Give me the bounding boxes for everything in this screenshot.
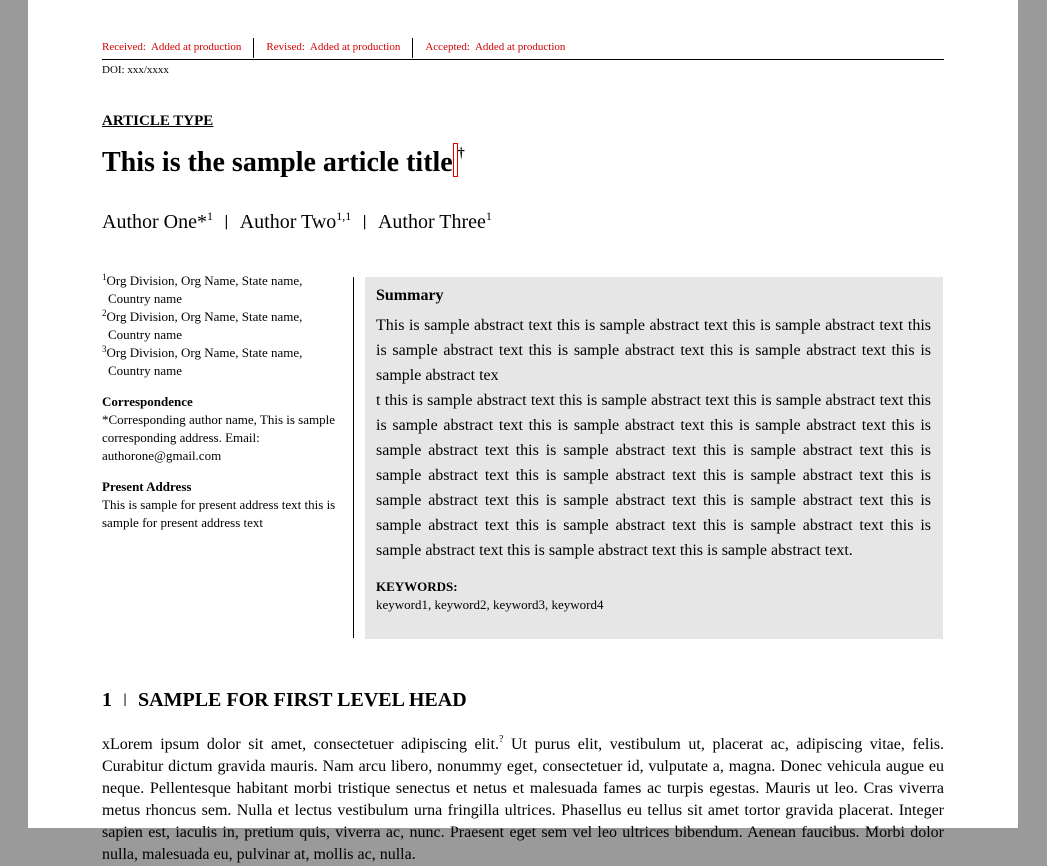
section-separator: |: [123, 692, 128, 706]
revised-date: Revised: Added at production: [254, 38, 413, 58]
affiliation-2: $^2$Org Division, Org Name, State name, Country name: [102, 308, 303, 342]
affiliation-3: $^3$Org Division, Org Name, State name, Country name: [102, 344, 303, 378]
summary-paragraph-1: This is sample abstract text this is sample abstract text this is sample abstract text this is sample abstract text this is sample abstract text this is sample abstract text this is sample abstract tex: [376, 317, 931, 384]
dates-bar: [102, 38, 944, 60]
received-date: Received: Added at production: [102, 38, 254, 58]
present-address-text: This is sample for present address text this is sample for present address text: [102, 497, 336, 530]
doi: DOI: xxx/xxxx: [102, 64, 169, 76]
affiliation-1: $^1$Org Division, Org Name, State name, Country name: [102, 272, 303, 306]
author-separator: |: [362, 214, 367, 230]
correspondence-heading: Correspondence: [102, 394, 193, 409]
author-list: [102, 211, 492, 234]
abstract-box: [365, 277, 943, 639]
section-title: SAMPLE FOR FIRST LEVEL HEAD: [138, 689, 467, 711]
author-one: Author One*$^1$: [102, 209, 213, 233]
body-paragraph: xLorem ipsum dolor sit amet, consectetuer adipiscing elit.? Ut purus elit, vestibulum ut, placerat ac, adipiscing vitae, felis. Curabitur dictum gravida mauris. Nam arcu libero, nonummy eget, consectetuer id, vulputate a, magna. Donec vehicula augue eu neque. Pellentesque habitant morbi tristique senectus et netus et malesuada fames ac turpis egestas. Mauris ut leo. Cras viverra metus rhoncus sem. Nulla et lectus vestibulum urna fringilla ultrices. Phasellus eu tellus sit amet tortor gravida placerat. Integer sapien est, iaculis in, pretium quis, viverra ac, nunc. Praesent eget sem vel leo ultrices bibendum. Aenean faucibus. Morbi dolor nulla, malesuada eu, pulvinar at, mollis ac, nulla.: [102, 734, 945, 863]
present-address-heading: Present Address: [102, 479, 192, 494]
keywords-list: keyword1, keyword2, keyword3, keyword4: [376, 597, 604, 612]
article-type: ARTICLE TYPE: [102, 113, 214, 129]
author-three: Author Three$^1$: [377, 209, 492, 233]
summary-paragraph-2: t this is sample abstract text this is sample abstract text this is sample abstract text this is sample abstract text this is sample abstract text this is sample abstract text this is sample abstract text this is sample abstract text this is sample abstract text this is sample abstract text this is sample abstract text this is sample abstract text this is sample abstract text this is sample abstract text this is sample abstract text this is sample abstract text this is sample abstract text this is sample abstract text this is sample abstract text this is sample abstract text this is sample abstract text.: [376, 392, 931, 559]
author-info-column: [102, 272, 342, 532]
correspondence-text: *Corresponding author name, This is sample corresponding address. Email: authorone@gmail.com: [102, 412, 336, 463]
accepted-date: Accepted: Added at production: [425, 41, 566, 53]
document-page: [28, 0, 1018, 863]
author-two: Author Two$^{1,1}$: [239, 209, 352, 233]
section-number: 1: [102, 689, 112, 711]
column-divider: [353, 277, 354, 638]
citation-mark[interactable]: ?: [498, 734, 504, 745]
keywords-heading: KEYWORDS:: [376, 579, 458, 594]
summary-text: [376, 313, 931, 563]
title-footnote-mark: †: [457, 146, 465, 161]
summary-heading: Summary: [376, 287, 444, 304]
article-title[interactable]: This is the sample article title †: [102, 143, 465, 179]
section-heading: [102, 689, 467, 712]
author-separator: |: [223, 214, 229, 230]
